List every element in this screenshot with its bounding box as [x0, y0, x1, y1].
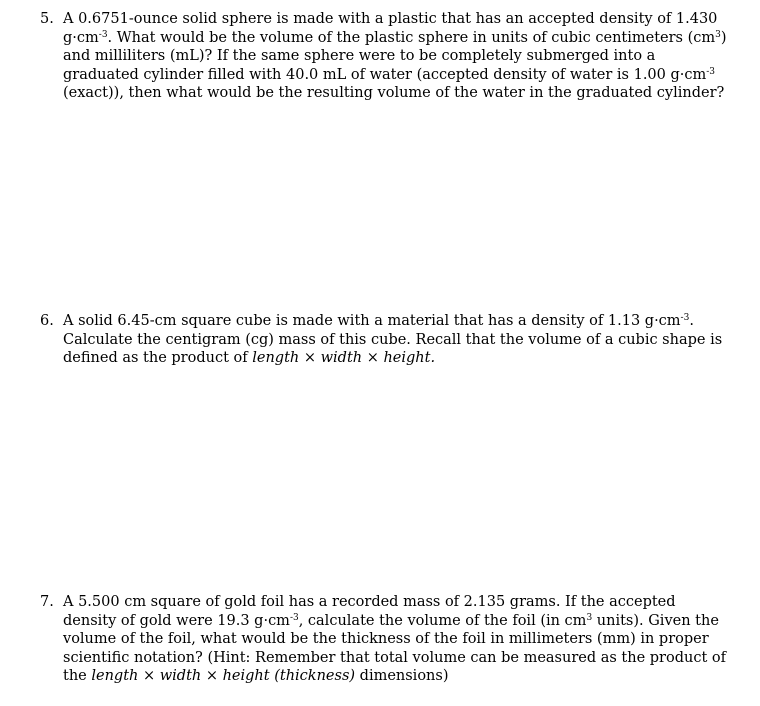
question-text: A 5.500 cm square of gold foil has a recorded mass of 2.135 grams. If the accepted density of gold were 19.3 $g\cdot cm^{-3}$, calculate the volume of the foil (in $cm^3$ units). Given the volume of the foil, what would be the thickness of the foil in millimeters (mm) in proper scientific notation? (Hint: Remember that total volume can be measured as the product of the length × width × height (thickness) dimensions)	[63, 594, 726, 685]
question-7	[40, 593, 730, 686]
question-text: A solid 6.45-cm square cube is made with a material that has a density of 1.13 $g\cdot cm^{-3}$. Calculate the centigram (cg) mass of this cube. Recall that the volume of a cubic shape is defined as the product of length × width × height.	[63, 313, 723, 367]
question-5	[40, 10, 730, 103]
question-number: 7.	[40, 594, 54, 610]
question-text: A 0.6751-ounce solid sphere is made with a plastic that has an accepted density of 1.430 $g\cdot cm^{-3}$. What would be the volume of the plastic sphere in units of cubic centimeters $(cm^3)$ and milliliters (mL)? If the same sphere were to be completely submerged into a graduated cylinder filled with 40.0 mL of water (accepted density of water is 1.00 $g\cdot cm^{-3}$ (exact)), then what would be the resulting volume of the water in the graduated cylinder?	[63, 11, 727, 102]
question-number: 6.	[40, 313, 54, 329]
question-number: 5.	[40, 11, 54, 27]
question-6	[40, 312, 730, 368]
